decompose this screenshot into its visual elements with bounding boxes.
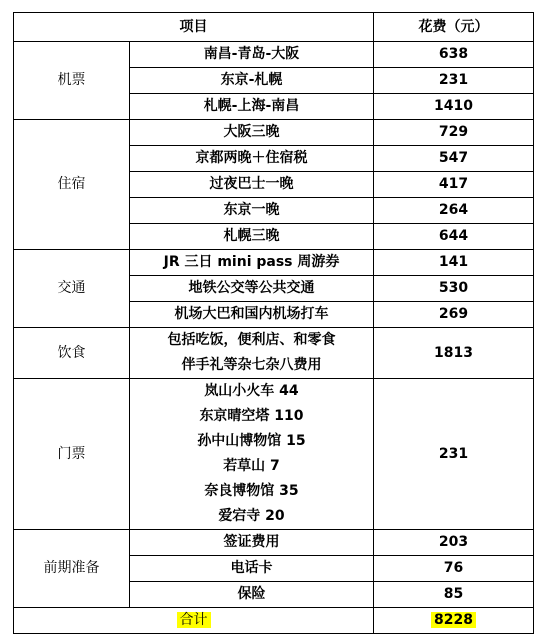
- food-line: 伴手礼等杂七杂八费用: [181, 357, 322, 373]
- item-cell: 地铁公交等公共交通: [130, 276, 374, 302]
- cost-cell: 1410: [374, 94, 534, 120]
- category-transport: 交通: [14, 250, 130, 328]
- cost-cell: 1813: [374, 328, 534, 379]
- header-item: 项目: [14, 13, 374, 42]
- item-cell: 札幌三晚: [130, 224, 374, 250]
- item-cell: [130, 328, 374, 379]
- header-row: [14, 13, 534, 42]
- total-row: [14, 608, 534, 634]
- cost-cell: 269: [374, 302, 534, 328]
- item-cell: 大阪三晚: [130, 120, 374, 146]
- item-cell: 过夜巴士一晚: [130, 172, 374, 198]
- cost-cell: 231: [374, 379, 534, 530]
- category-prep: 前期准备: [14, 530, 130, 608]
- item-cell: 京都两晚＋住宿税: [130, 146, 374, 172]
- item-cell: 签证费用: [130, 530, 374, 556]
- ticket-line: 若草山 7: [223, 458, 280, 474]
- item-cell: 南昌-青岛-大阪: [130, 42, 374, 68]
- cost-cell: 530: [374, 276, 534, 302]
- cost-cell: 231: [374, 68, 534, 94]
- category-airfare: 机票: [14, 42, 130, 120]
- item-cell: 东京一晚: [130, 198, 374, 224]
- ticket-line: 孙中山博物馆 15: [197, 433, 306, 449]
- cost-cell: 141: [374, 250, 534, 276]
- item-cell: 保险: [130, 582, 374, 608]
- total-label: 合计: [177, 612, 211, 628]
- expense-table: [13, 12, 534, 634]
- item-cell: 机场大巴和国内机场打车: [130, 302, 374, 328]
- table-row: [14, 42, 534, 68]
- table-row: [14, 379, 534, 530]
- item-cell: 札幌-上海-南昌: [130, 94, 374, 120]
- total-cost-cell: [374, 608, 534, 634]
- item-cell: JR 三日 mini pass 周游券: [130, 250, 374, 276]
- item-cell: 电话卡: [130, 556, 374, 582]
- ticket-line: 奈良博物馆 35: [204, 483, 299, 499]
- cost-cell: 644: [374, 224, 534, 250]
- ticket-line: 岚山小火车 44: [204, 383, 299, 399]
- table-row: [14, 328, 534, 379]
- food-line: 包括吃饭，便利店、和零食: [167, 332, 336, 348]
- table-row: [14, 530, 534, 556]
- cost-cell: 264: [374, 198, 534, 224]
- total-label-cell: [14, 608, 374, 634]
- item-cell: 东京-札幌: [130, 68, 374, 94]
- category-tickets: 门票: [14, 379, 130, 530]
- cost-cell: 76: [374, 556, 534, 582]
- category-lodging: 住宿: [14, 120, 130, 250]
- item-cell: [130, 379, 374, 530]
- table-row: [14, 250, 534, 276]
- ticket-line: 东京晴空塔 110: [199, 408, 304, 424]
- cost-cell: 638: [374, 42, 534, 68]
- total-cost: 8228: [431, 612, 476, 628]
- category-food: 饮食: [14, 328, 130, 379]
- cost-cell: 729: [374, 120, 534, 146]
- table-row: [14, 120, 534, 146]
- cost-cell: 417: [374, 172, 534, 198]
- header-cost: 花费（元）: [374, 13, 534, 42]
- ticket-line: 爱宕寺 20: [218, 508, 285, 524]
- cost-cell: 85: [374, 582, 534, 608]
- cost-cell: 203: [374, 530, 534, 556]
- cost-cell: 547: [374, 146, 534, 172]
